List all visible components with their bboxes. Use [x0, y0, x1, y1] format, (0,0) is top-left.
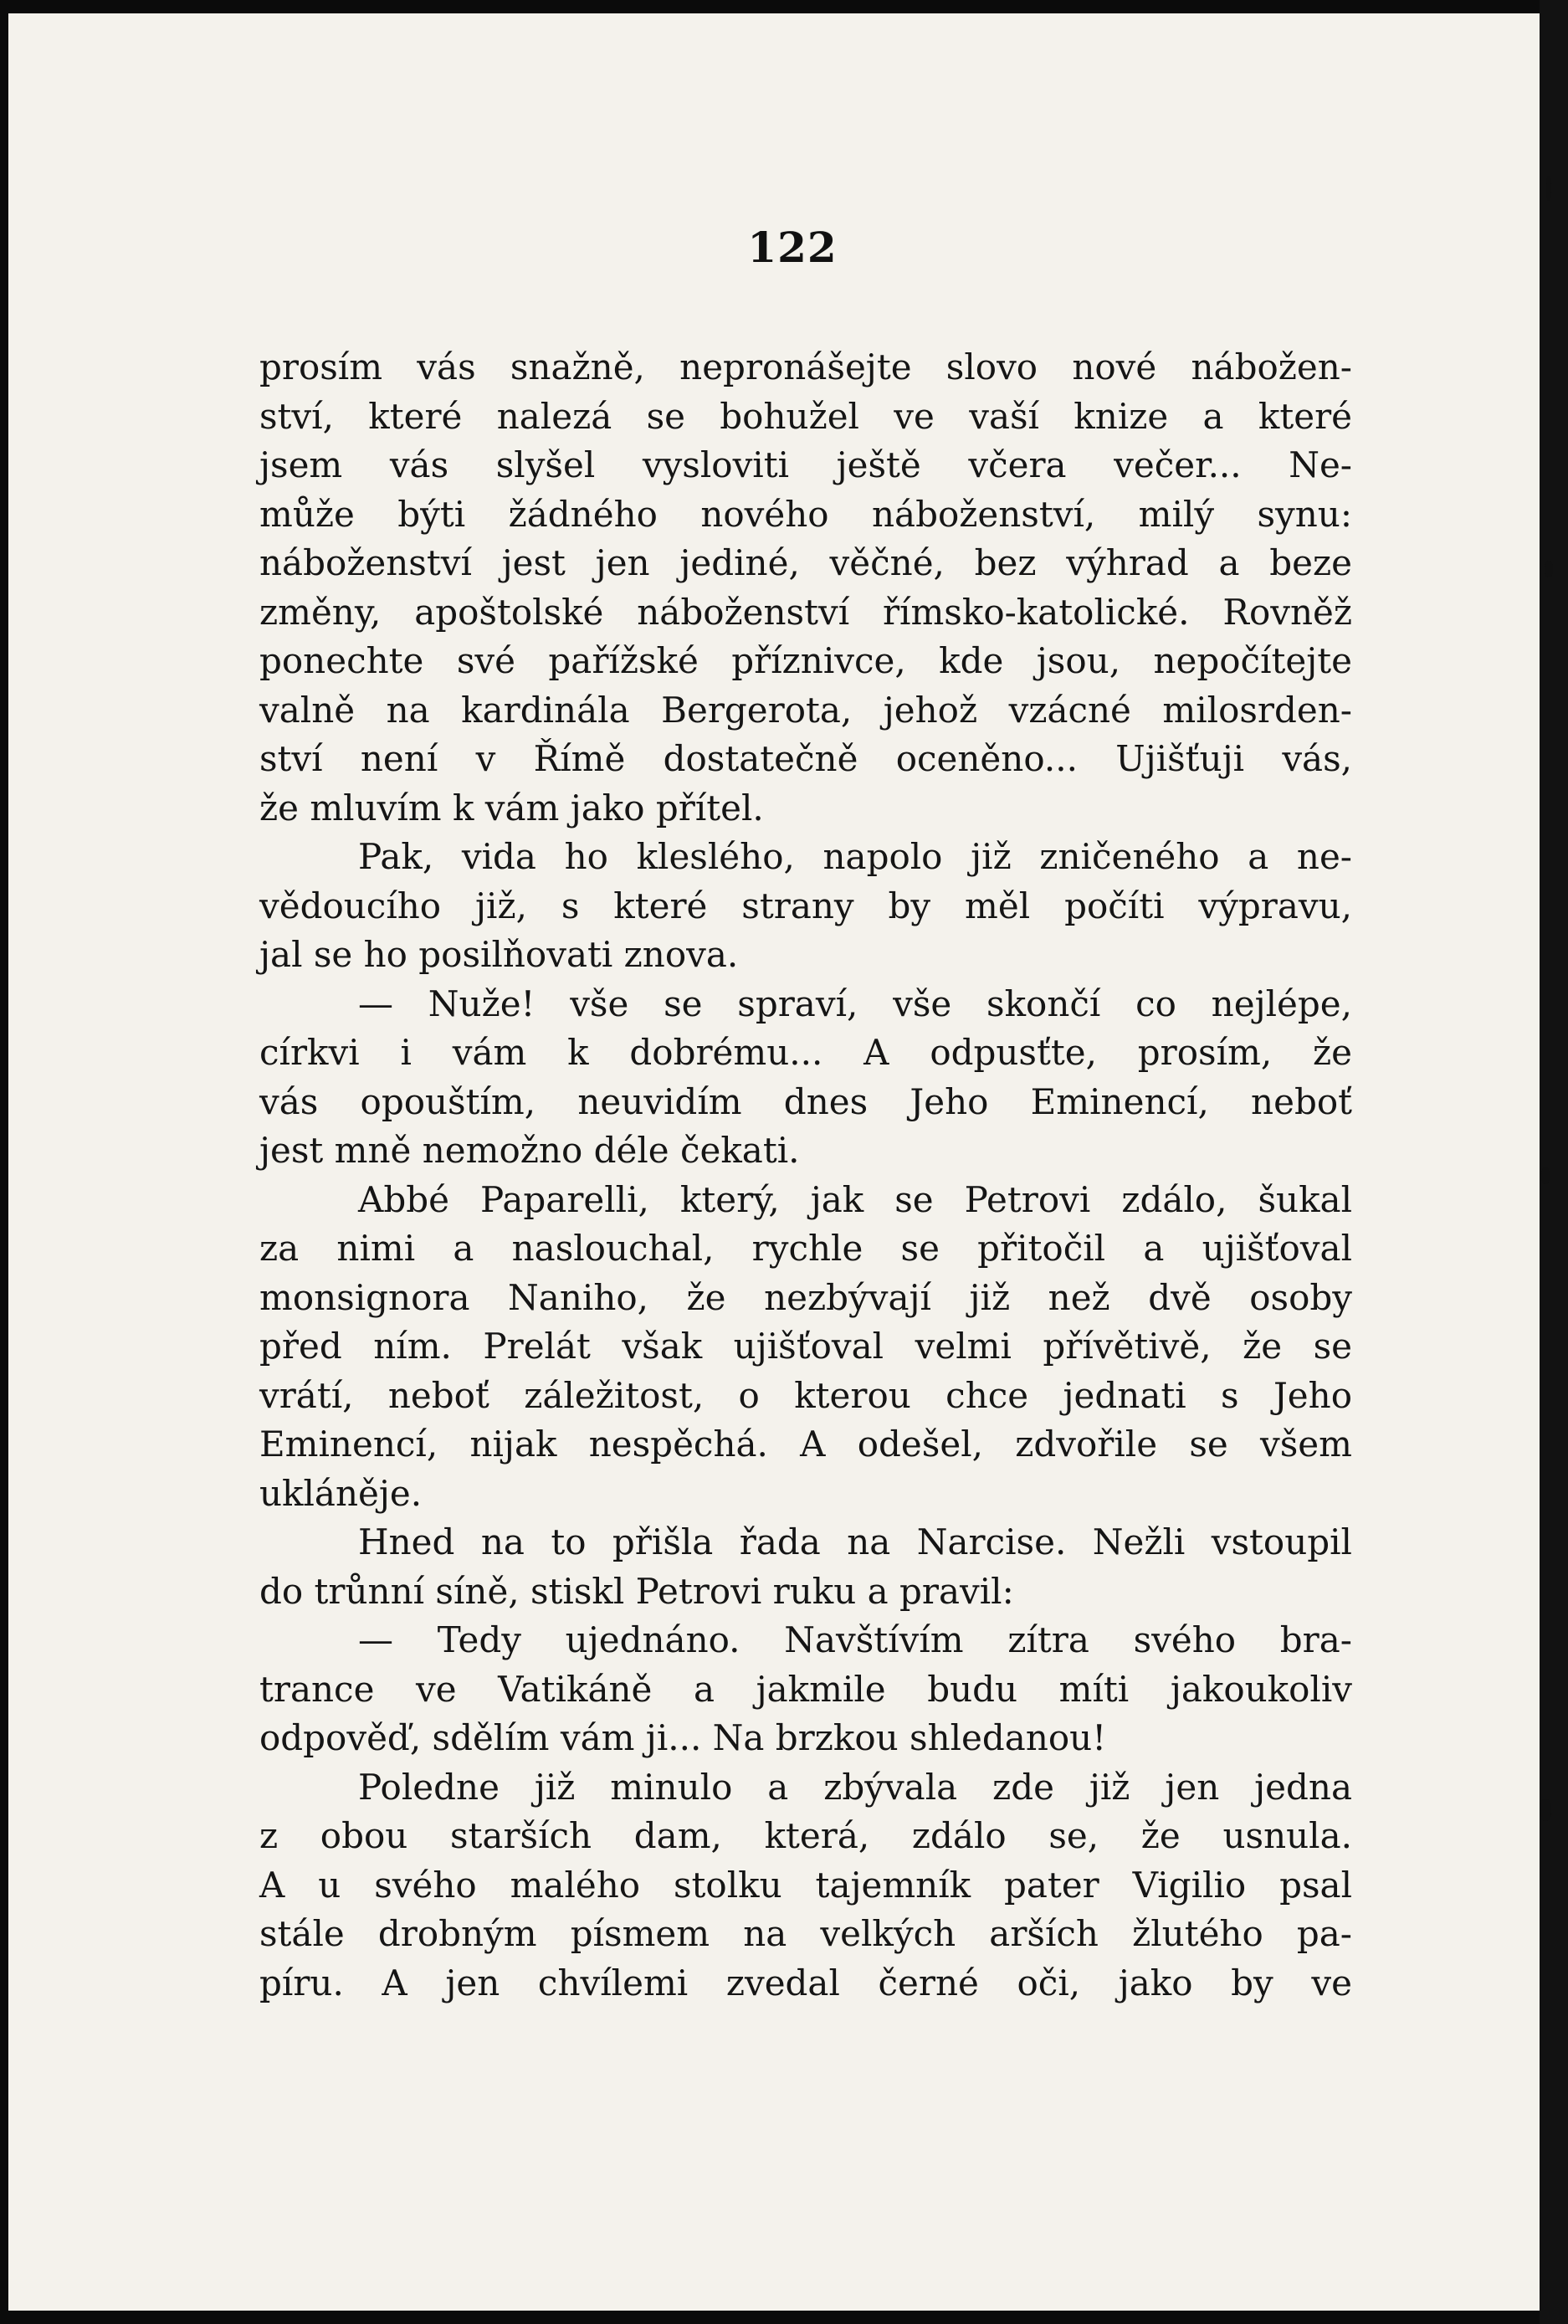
- text-line: Hned na to přišla řada na Narcise. Nežli vstoupil: [358, 1521, 1352, 1562]
- book-page: [8, 13, 1540, 2311]
- text-line: jest mně nemožno déle čekati.: [259, 1130, 800, 1171]
- text-line: vědoucího již, s které strany by měl počíti výpravu,: [259, 885, 1352, 926]
- text-line: monsignora Naniho, že nezbývají již než dvě osoby: [259, 1276, 1352, 1318]
- text-line: z obou starších dam, která, zdálo se, že usnula.: [259, 1815, 1352, 1856]
- text-line: ství není v Římě dostatečně oceněno... Ujišťuji vás,: [259, 738, 1352, 779]
- text-line: že mluvím k vám jako přítel.: [259, 787, 764, 829]
- text-line: před ním. Prelát však ujišťoval velmi přívětivě, že se: [259, 1326, 1352, 1367]
- text-line: — Nuže! vše se spraví, vše skončí co nejlépe,: [358, 982, 1352, 1024]
- text-line: Pak, vida ho kleslého, napolo již zničeného a ne-: [358, 836, 1352, 877]
- text-line: píru. A jen chvílemi zvedal černé oči, jako by ve: [259, 1962, 1352, 2003]
- text-line: ponechte své pařížské příznivce, kde jsou, nepočítejte: [259, 640, 1352, 681]
- edge-mark-icon: [1546, 176, 1551, 201]
- edge-mark-icon: [1545, 561, 1553, 577]
- text-line: A u svého malého stolku tajemník pater Vigilio psal: [259, 1864, 1352, 1906]
- edge-mark-icon: [1541, 1167, 1550, 1184]
- text-line: do trůnní síně, stiskl Petrovi ruku a pravil:: [259, 1570, 1014, 1612]
- text-line: ukláněje.: [259, 1472, 423, 1514]
- text-line: Poledne již minulo a zbývala zde již jen jedna: [358, 1766, 1352, 1808]
- text-line: církvi i vám k dobrému... A odpusťte, prosím, že: [259, 1032, 1352, 1073]
- text-line: náboženství jest jen jediné, věčné, bez výhrad a beze: [259, 542, 1352, 583]
- text-line: — Tedy ujednáno. Navštívím zítra svého bra-: [358, 1619, 1352, 1660]
- page-number: 122: [747, 223, 838, 272]
- scan-edge: [1540, 0, 1568, 2324]
- text-line: vrátí, neboť záležitost, o kterou chce jednati s Jeho: [259, 1374, 1352, 1416]
- text-line: prosím vás snažně, nepronášejte slovo nové nábožen-: [259, 346, 1352, 387]
- text-line: odpověď, sdělím vám ji... Na brzkou shledanou!: [259, 1717, 1107, 1758]
- text-line: může býti žádného nového náboženství, milý synu:: [259, 493, 1352, 535]
- text-line: ství, které nalezá se bohužel ve vaší knize a které: [259, 395, 1352, 437]
- body-text: [259, 343, 1352, 2008]
- text-line: stále drobným písmem na velkých arších žlutého pa-: [259, 1913, 1352, 1954]
- text-line: vás opouštím, neuvidím dnes Jeho Eminencí, neboť: [259, 1080, 1352, 1122]
- text-line: změny, apoštolské náboženství římsko-katolické. Rovněž: [259, 591, 1352, 633]
- text-line: Abbé Paparelli, který, jak se Petrovi zdálo, šukal: [358, 1178, 1352, 1220]
- text-line: Eminencí, nijak nespěchá. A odešel, zdvořile se všem: [259, 1424, 1352, 1465]
- edge-mark-icon: [1540, 1799, 1551, 1821]
- text-line: za nimi a naslouchal, rychle se přitočil a ujišťoval: [259, 1228, 1352, 1269]
- text-line: trance ve Vatikáně a jakmile budu míti jakoukoliv: [259, 1668, 1352, 1710]
- text-line: jal se ho posilňovati znova.: [259, 934, 739, 975]
- text-line: valně na kardinála Bergerota, jehož vzácné milosrden-: [259, 689, 1352, 731]
- text-line: jsem vás slyšel vysloviti ještě včera večer... Ne-: [259, 444, 1352, 485]
